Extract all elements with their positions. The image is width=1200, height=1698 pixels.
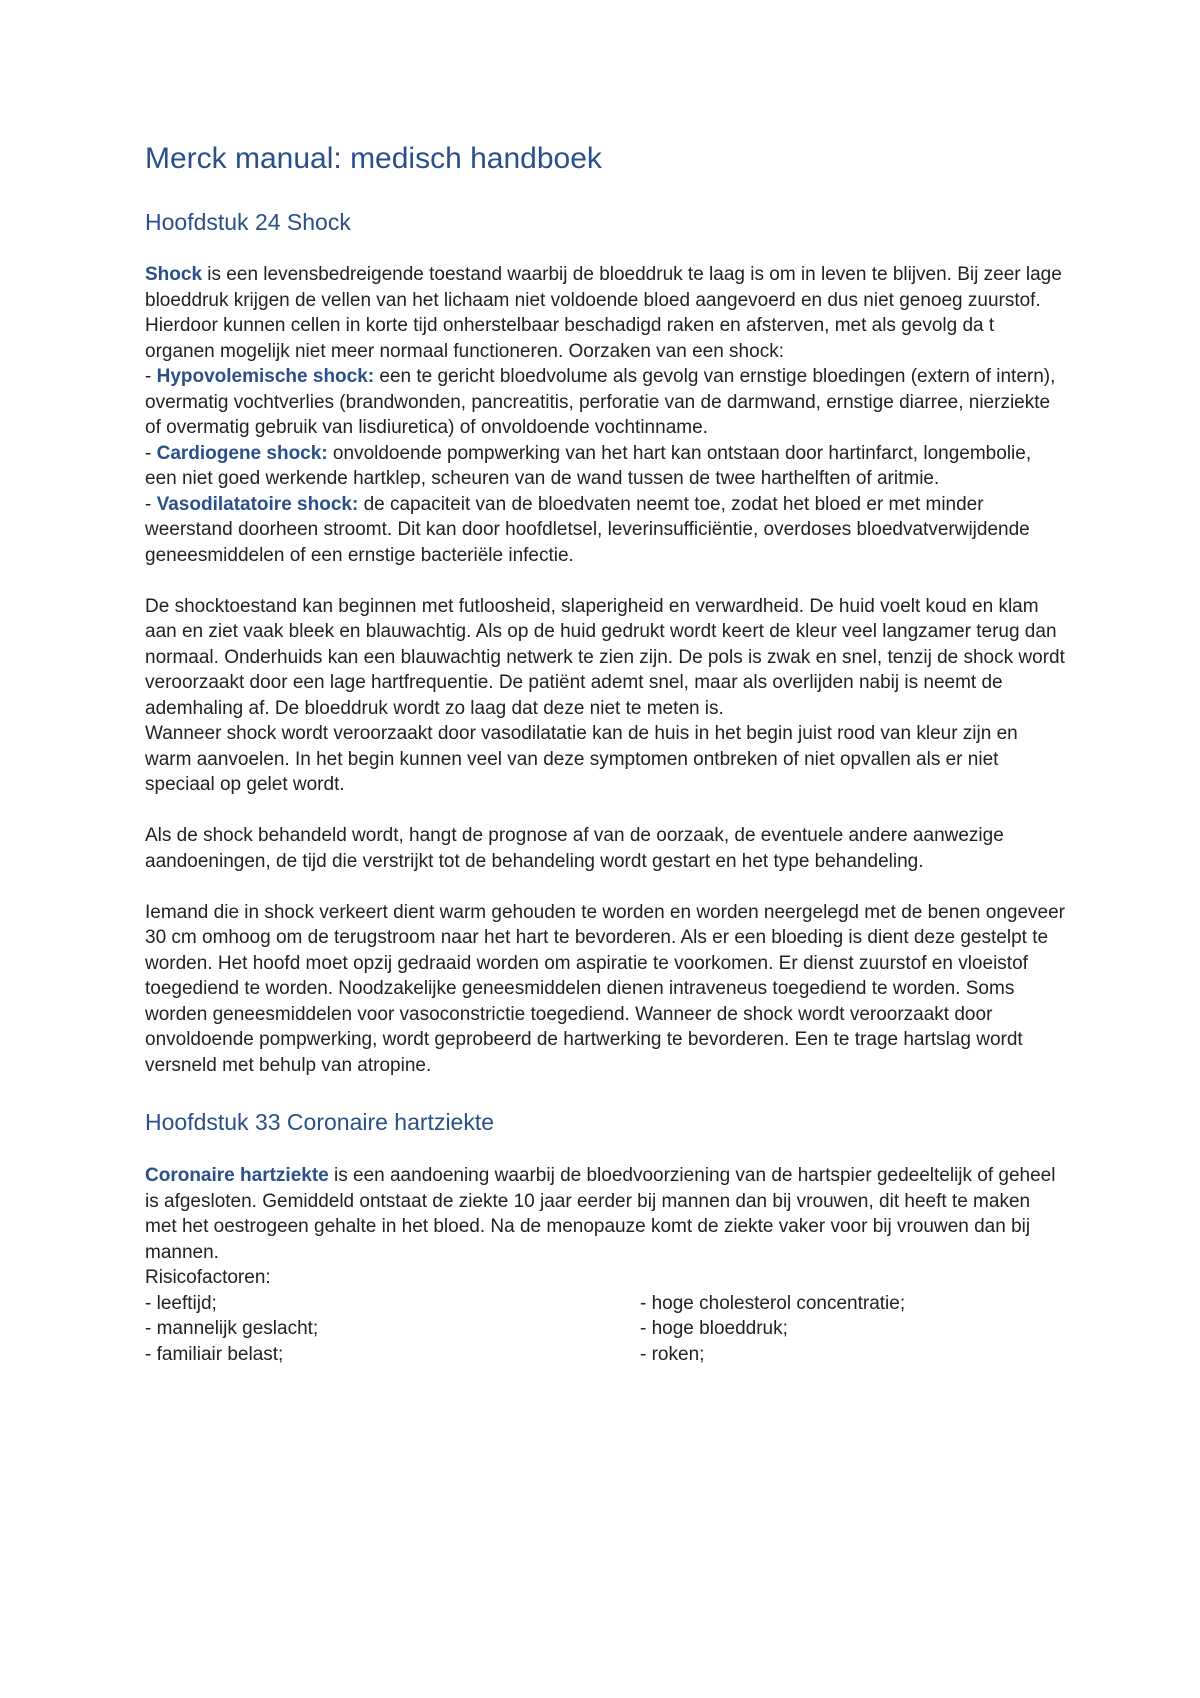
list-prefix: -	[145, 493, 157, 515]
shock-type-vasodilatory	[145, 492, 1065, 569]
shock-intro-text: is een levensbedreigende toestand waarbij de bloeddruk te laag is om in leven te blijven. Bij zeer lage bloeddruk krijgen de vellen van het lichaam niet voldoende bloed aangevoerd en dus niet genoeg zuurstof. Hierdoor kunnen cellen in korte tijd onherstelbaar beschadigd raken en afsterven, met als gevolg da t organen mogelijk niet meer normaal functioneren. Oorzaken van een shock:	[145, 264, 1062, 362]
paragraph-gap	[145, 798, 1065, 824]
cardiogenic-text: onvoldoende pompwerking van het hart kan ontstaan door hartinfarct, longembolie, een niet goed werkende hartklep, scheuren van de wand tussen de twee harthelften of aritmie.	[145, 442, 1032, 490]
vasodilatation-paragraph: Wanneer shock wordt veroorzaakt door vasodilatatie kan de huis in het begin juist rood van kleur zijn en warm aanvoelen. In het begin kunnen veel van deze symptomen ontbreken of niet opvallen als er niet speciaal op gelet wordt.	[145, 723, 1018, 796]
risk-factor-item: - familiair belast;	[145, 1343, 284, 1365]
hypovolemic-term: Hypovolemische shock:	[156, 366, 375, 388]
coronary-intro-text: is een aandoening waarbij de bloedvoorziening van de hartspier gedeeltelijk of geheel is afgesloten. Gemiddeld ontstaat de ziekte 10 jaar eerder bij mannen dan bij vrouwen, dit heeft te maken met het oestrogeen gehalte in het bloed. Na de menopauze komt de ziekte vaker voor bij vrouwen dan bij mannen.	[145, 1165, 1056, 1263]
risk-factor-item: - leeftijd;	[145, 1292, 217, 1314]
risk-factor-item: - hoge bloeddruk;	[640, 1318, 788, 1339]
symptoms-paragraph: De shocktoestand kan beginnen met futloosheid, slaperigheid en verwardheid. De huid voelt koud en klam aan en ziet vaak bleek en blauwachtig. Als op de huid gedrukt wordt keert de kleur veel langzamer terug dan normaal. Onderhuids kan een blauwachtig netwerk te zien zijn. De pols is zwak en snel, tenzij de shock wordt veroorzaakt door een lage hartfrequentie. De patiënt ademt snel, maar als overlijden nabij is neemt de ademhaling af. De bloeddruk wordt zo laag dat deze niet te meten is.	[145, 595, 1065, 719]
shock-intro-paragraph	[145, 262, 1065, 364]
risk-factor-item: - hoge cholesterol concentratie;	[640, 1292, 906, 1314]
chapter-24-heading: Hoofdstuk 24 Shock	[145, 208, 351, 235]
shock-term: Shock	[145, 264, 203, 286]
chapter-33-heading: Hoofdstuk 33 Coronaire hartziekte	[145, 1109, 495, 1136]
risk-factor-item: - mannelijk geslacht;	[145, 1318, 319, 1339]
risk-factors-title: Risicofactoren:	[145, 1267, 271, 1288]
paragraph-gap	[145, 874, 1065, 900]
shock-type-cardiogenic	[145, 441, 1065, 492]
shock-type-hypovolemic	[145, 364, 1065, 441]
document-page	[145, 140, 1065, 1367]
cardiogenic-term: Cardiogene shock:	[156, 442, 328, 464]
coronary-term: Coronaire hartziekte	[145, 1165, 329, 1186]
risk-factors-list	[145, 1291, 1065, 1368]
vasodilatory-text: de capaciteit van de bloedvaten neemt toe, zodat het bloed er met minder weerstand doorheen stroomt. Dit kan door hoofdletsel, leverinsufficiëntie, overdoses bloedvatverwijdende geneesmiddelen of een ernstige bacteriële infectie.	[145, 493, 1030, 566]
vasodilatory-term: Vasodilatatoire shock:	[156, 493, 359, 515]
list-prefix: -	[145, 442, 157, 464]
document-title: Merck manual: medisch handboek	[145, 142, 602, 175]
hypovolemic-text: een te gericht bloedvolume als gevolg van ernstige bloedingen (extern of intern), overmatig vochtverlies (brandwonden, pancreatitis, perforatie van de darmwand, ernstige diarree, nierziekte of overmatig gebruik van lisdiuretica) of onvoldoende vochtinname.	[145, 366, 1056, 439]
paragraph-gap	[145, 568, 1065, 594]
risk-factor-item: - roken;	[640, 1343, 705, 1365]
treatment-paragraph: Iemand die in shock verkeert dient warm gehouden te worden en worden neergelegd met de benen ongeveer 30 cm omhoog om de terugstroom naar het hart te bevorderen. Als er een bloeding is dient deze gestelpt te worden. Het hoofd moet opzij gedraaid worden om aspiratie te voorkomen. Er dienst zuurstof en vloeistof toegediend te worden. Noodzakelijke geneesmiddelen dienen intraveneus toegediend te worden. Soms worden geneesmiddelen voor vasoconstrictie toegediend. Wanneer de shock wordt veroorzaakt door onvoldoende pompwerking, wordt geprobeerd de hartwerking te bevorderen. Een te trage hartslag wordt versneld met behulp van atropine.	[145, 901, 1065, 1076]
prognosis-paragraph: Als de shock behandeld wordt, hangt de prognose af van de oorzaak, de eventuele andere aanwezige aandoeningen, de tijd die verstrijkt tot de behandeling wordt gestart en het type behandeling.	[145, 825, 1004, 872]
coronary-intro-paragraph	[145, 1163, 1065, 1265]
list-prefix: -	[145, 366, 157, 388]
